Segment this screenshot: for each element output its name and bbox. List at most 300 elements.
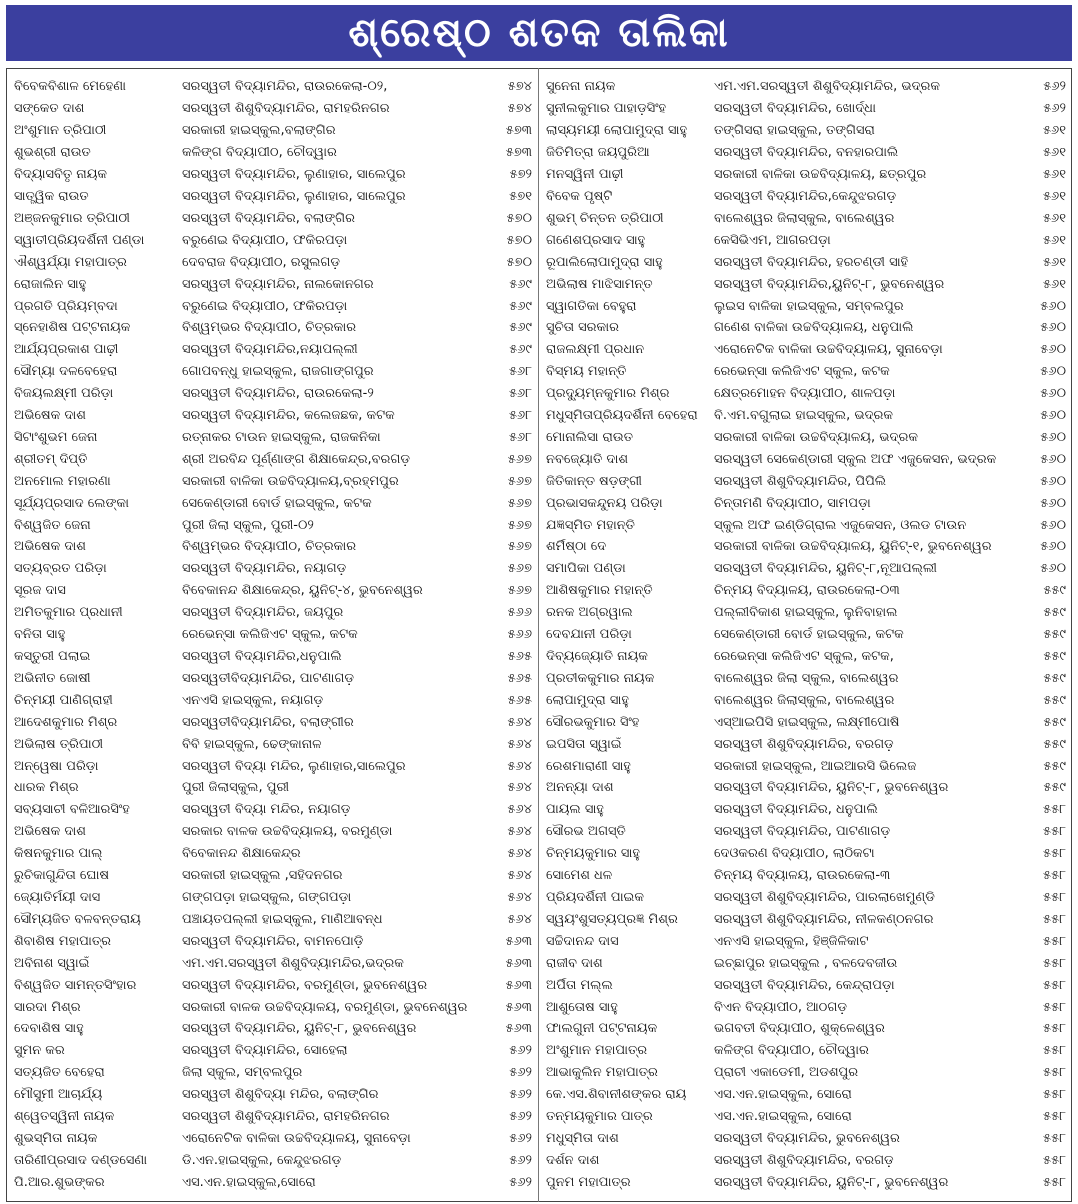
student-score: ୫୬୪ [507, 824, 532, 840]
student-school: ସରସ୍ୱତୀ ବିଦ୍ୟାମନ୍ଦିର,ଧନୁପାଲି [182, 649, 342, 665]
student-school: ଏରୋନେଟିକ ବାଳିକା ଉଚ୍ଚବିଦ୍ୟାଳୟ, ସୁନାବେଡ଼ା [714, 342, 943, 358]
student-score: ୫୭୪ [507, 79, 532, 95]
list-item [546, 492, 1068, 514]
page-title: ଶ୍ରେଷ୍ଠ ଶତକ ତାଲିକା [6, 5, 1072, 61]
student-score: ୫୬୦ [1040, 539, 1066, 555]
student-name: ସୂରଜ ଦାସ [14, 583, 66, 599]
student-score: ୫୬୪ [507, 758, 532, 774]
list-item [546, 427, 1068, 449]
list-item [546, 733, 1068, 755]
student-school: ସରସ୍ୱତୀ ସେକେଣ୍ଡାରୀ ସ୍କୁଲ ଅଫ ଏଜୁକେସନ, ଭଦ୍ରକ [714, 451, 997, 467]
list-item [546, 580, 1068, 602]
student-school: ଗଙ୍ଗପଡ଼ା ହାଇସ୍କୁଲ, ଗଙ୍ଗପଡ଼ା [182, 889, 352, 905]
student-name: ବିବେକ ପୃଷ୍ଟି [546, 188, 613, 204]
student-score: ୫୭୪ [507, 101, 532, 117]
student-name: ଅବିନାଶ ସ୍ୱାଇଁ [14, 955, 90, 971]
student-name: ମୌସୁମୀ ଆଚାର୍ଯ୍ୟ [14, 1087, 103, 1103]
student-score: ୫୬୮ [508, 408, 532, 424]
student-score: ୫୬୧ [1042, 167, 1066, 183]
student-score: ୫୫୯ [1043, 670, 1066, 686]
student-name: ସ୍ୱାଗତିକା ବେହୁରା [546, 298, 637, 314]
list-item [546, 908, 1068, 930]
student-name: ଶ୍ୱେତସ୍ୱିନୀ ନାୟକ [14, 1109, 115, 1125]
list-item [14, 514, 534, 536]
student-name: ତନ୍ମୟକୁମାର ପାତ୍ର [546, 1109, 653, 1125]
student-name: ବିଶ୍ୱଜିତ ଜେନା [14, 517, 91, 533]
student-name: ଶ୍ରୀତମ୍ ଦିପ୍ତି [14, 451, 88, 467]
student-score: ୫୬୫ [507, 670, 532, 686]
student-score: ୫୬୧ [1042, 188, 1066, 204]
student-score: ୫୬୮ [508, 429, 532, 445]
student-school: ଦେବରାଜ ବିଦ୍ୟାପୀଠ, ରସୁଲଗଡ଼ [182, 254, 341, 270]
student-name: ଲାସ୍ୟମୟୀ ଲୋପାମୁଦ୍ରା ସାହୁ [546, 123, 688, 139]
student-name: ସବ୍ୟସାଚୀ ବଳିଆରସିଂହ [14, 802, 130, 818]
student-name: ସୋମେଶ ଧଳ [546, 868, 613, 884]
student-name: ପ୍ରତୀକକୁମାର ନାୟକ [546, 670, 655, 686]
student-score: ୫୬୯ [509, 298, 532, 314]
student-score: ୫୫୯ [1043, 714, 1066, 730]
student-school: ସରସ୍ୱତୀ ବିଦ୍ୟାମନ୍ଦିର, କେନ୍ଦ୍ରାପଡ଼ା [714, 977, 895, 993]
student-name: ଦେବାଶିଷ ସାହୁ [14, 1021, 84, 1037]
student-name: ପ୍ରଭାସକନ୍ଦୁନୟ ପରିଡ଼ା [546, 495, 663, 511]
student-score: ୫୬୨ [509, 1043, 532, 1059]
student-school: ବରୁଣେଇ ବିଦ୍ୟାପୀଠ, ଫକିରପଡ଼ା [182, 232, 348, 248]
student-school: ଏସ.ଏନ.ହାଇସ୍କୁଲ, ସୋରୋ [714, 1109, 852, 1125]
list-item [546, 1171, 1068, 1193]
student-score: ୫୬୨ [509, 1152, 532, 1168]
student-school: ବିବେକାନନ୍ଦ ଶିକ୍ଷାକେନ୍ଦ୍ର [182, 846, 301, 862]
student-name: ରେଶମାରାଣୀ ସାହୁ [546, 758, 631, 774]
student-school: ସରସ୍ୱତୀବିଦ୍ୟାମନ୍ଦିର, ବଲାଙ୍ଗୀର [182, 714, 354, 730]
student-school: ବାଲେଶ୍ୱର ଜିଲା ସ୍କୁଲ, ବାଲେଶ୍ୱର [714, 670, 899, 686]
student-score: ୫୬୪ [507, 889, 532, 905]
student-score: ୫୫୮ [1042, 802, 1066, 818]
student-score: ୫୬୬ [507, 627, 532, 643]
student-score: ୫୬୧ [1042, 123, 1066, 139]
student-score: ୫୬୨ [509, 1087, 532, 1103]
student-school: ଚିନ୍ମୟ ବିଦ୍ୟାଳୟ, ରାଉରକେଲା-୦୩ [714, 583, 900, 599]
student-school: ବିଏନ ବିଦ୍ୟାପୀଠ, ଆଠଗଡ଼ [714, 999, 847, 1015]
student-score: ୫୫୯ [1043, 758, 1066, 774]
student-school: ଲୁଇସ ବାଳିକା ହାଇସ୍କୁଲ, ସମ୍ବଲପୁର [714, 298, 904, 314]
student-score: ୫୬୬ [507, 605, 532, 621]
student-school: ବିଶ୍ୱମ୍ଭର ବିଦ୍ୟାପୀଠ, ଚିତ୍ରକାର [182, 320, 357, 336]
list-item [546, 689, 1068, 711]
list-item [14, 996, 534, 1018]
student-school: ସରସ୍ୱତୀ ବିଦ୍ୟାମନ୍ଦିର, ପାଟଣାଗଡ଼ [714, 824, 891, 840]
student-score: ୫୬୩ [505, 955, 532, 971]
student-school: ସରସ୍ୱତୀ ବିଦ୍ୟାମନ୍ଦିର, ନୟାଗଡ଼ [182, 561, 347, 577]
student-school: ରେଭେନ୍ସା କଲିଜିଏଟ ସ୍କୁଲ, କଟକ [182, 627, 358, 643]
student-name: ଅଭିଷେକ ଦାଶ [14, 408, 86, 424]
list-item [546, 120, 1068, 142]
student-name: କସ୍ତୁରୀ ପଲାଇ [14, 649, 91, 665]
student-school: ଏମ.ଏମ.ସରସ୍ୱତୀ ଶିଶୁବିଦ୍ୟାମନ୍ଦିର,ଭଦ୍ରକ [182, 955, 404, 971]
student-school: କ୍ଷେତ୍ରମୋହନ ବିଦ୍ୟାପୀଠ, ଶାଳପଡ଼ା [714, 386, 896, 402]
student-score: ୫୫୮ [1042, 868, 1066, 884]
student-school: ସରସ୍ୱତୀ ଶିଶୁବିଦ୍ୟାମନ୍ଦିର, ବରଗଡ଼ [714, 736, 894, 752]
student-name: ପ୍ରଗତି ପ୍ରିୟମ୍ବଦା [14, 298, 118, 314]
student-name: ସୁମନ କର [14, 1043, 65, 1059]
student-score: ୫୬୧ [1042, 210, 1066, 226]
student-school: କଳିଙ୍ଗ ବିଦ୍ୟାପୀଠ, ଚୌଦ୍ୱାର [182, 145, 337, 161]
list-item [14, 777, 534, 799]
student-name: ସ୍ୱୟଂଶୁସତ୍ୟପ୍ରଜ୍ଞ ମିଶ୍ର [546, 911, 678, 927]
student-school: ସରକାରୀ ବାଳିକା ଉଚ୍ଚବିଦ୍ୟାଳୟ, ୟୁନିଟ୍-୧, ଭୁବନେଶ୍ୱର [714, 539, 992, 555]
student-name: ସୌରଭକୁମାର ସିଂହ [546, 714, 640, 730]
student-name: ପାୟଲ ସାହୁ [546, 802, 604, 818]
student-name: ଦିବ୍ୟଜ୍ୟୋତି ନାୟକ [546, 649, 648, 665]
student-name: ସୁନୀଲକୁମାର ପାହାଡ଼ସିଂହ [546, 101, 667, 117]
student-name: ଆଶିଷକୁମାର ମହାନ୍ତି [546, 583, 653, 599]
student-school: ସରସ୍ୱତୀ ଶିଶୁବିଦ୍ୟାମନ୍ଦିର, ନୀଳକଣ୍ଠନଗର [714, 911, 934, 927]
student-score: ୫୬୨ [1043, 101, 1066, 117]
student-name: ଅନ୍ୱେଷା ପରିଡ଼ା [14, 758, 99, 774]
student-school: ପଲ୍ଲୀବିକାଶ ହାଇସ୍କୁଲ, ଲୁନିବାହାଲ [714, 605, 898, 621]
list-item [14, 207, 534, 229]
student-name: ଆଦେଶକୁମାର ମିଶ୍ର [14, 714, 118, 730]
student-score: ୫୬୪ [507, 714, 532, 730]
student-score: ୫୬୪ [507, 846, 532, 862]
list-item [546, 295, 1068, 317]
list-item [546, 1040, 1068, 1062]
student-score: ୫୬୨ [509, 1065, 532, 1081]
list-item [14, 1084, 534, 1106]
list-item [546, 448, 1068, 470]
student-name: ପ୍ରଦ୍ୟୁମ୍ନକୁମାର ମିଶ୍ର [546, 386, 670, 402]
student-name: ରାଜଲକ୍ଷ୍ମୀ ପ୍ରଧାନ [546, 342, 645, 358]
student-score: ୫୫୮ [1042, 824, 1066, 840]
list-item [546, 229, 1068, 251]
student-name: ସୁଚିତା ସରକାର [546, 320, 619, 336]
student-school: ସରସ୍ୱତୀ ଶିଶୁବିଦ୍ୟା ମନ୍ଦିର, ବଲାଙ୍ଗିର [182, 1087, 379, 1103]
student-score: ୫୫୮ [1042, 1021, 1066, 1037]
list-item [14, 361, 534, 383]
student-name: ସ୍ନେହାଶିଷ ପଟ୍ଟନାୟକ [14, 320, 131, 336]
list-item [546, 755, 1068, 777]
student-school: ଭଗବତୀ ବିଦ୍ୟାପୀଠ, ଶୁକ୍ଳେଶ୍ୱର [714, 1021, 885, 1037]
student-school: ରେଭେନ୍ସା କଲିଜିଏଟ ସ୍କୁଲ, କଟକ, [714, 649, 894, 665]
student-name: ସୂର୍ଯ୍ୟପ୍ରସାଦ ଲେଙ୍କା [14, 495, 129, 511]
student-name: ଚିନ୍ମୟକୁମାର ସାହୁ [546, 846, 640, 862]
list-item [14, 229, 534, 251]
student-name: ଶର୍ମିଷ୍ଠା ଦେ [546, 539, 607, 555]
student-name: ମନସ୍ୱିନୀ ପାଢ଼ୀ [546, 167, 624, 183]
list-item [14, 689, 534, 711]
student-score: ୫୫୯ [1043, 649, 1066, 665]
student-school: ସରସ୍ୱତୀ ବିଦ୍ୟା ମନ୍ଦିର, ନୟାଗଡ଼ [182, 802, 351, 818]
list-item [546, 251, 1068, 273]
student-score: ୫୫୯ [1043, 692, 1066, 708]
student-score: ୫୬୦ [1040, 495, 1066, 511]
student-name: ଆର୍ଯ୍ୟପ୍ରକାଶ ପାଢ଼ୀ [14, 342, 119, 358]
student-school: ଗୋପବନ୍ଧୁ ହାଇସ୍କୁଲ, ରାଜଗାଙ୍ଗପୁର [182, 364, 374, 380]
student-school: ବିବେକାନନ୍ଦ ଶିକ୍ଷାକେନ୍ଦ୍ର, ୟୁନିଟ୍-୪, ଭୁବନେଶ୍ୱର [182, 583, 423, 599]
student-school: ଗଣେଶ ବାଳିକା ଉଚ୍ଚବିଦ୍ୟାଳୟ, ଧନୁପାଲି [714, 320, 914, 336]
student-name: ସୌରଭ ଅଗସ୍ତି [546, 824, 626, 840]
list-item [546, 865, 1068, 887]
list-item [14, 383, 534, 405]
student-name: ଇପସିତା ସ୍ୱାଇଁ [546, 736, 622, 752]
list-item [546, 186, 1068, 208]
student-score: ୫୫୮ [1042, 1174, 1066, 1190]
student-school: ସରସ୍ୱତୀ ଶିଶୁବିଦ୍ୟାମନ୍ଦିର, ପିପିଲି [714, 473, 887, 489]
student-school: ବାଲେଶ୍ୱର ଜିଲାସ୍କୁଲ, ବାଲେଶ୍ୱର [714, 692, 895, 708]
list-item [14, 580, 534, 602]
list-item [546, 1149, 1068, 1171]
student-score: ୫୬୧ [1042, 254, 1066, 270]
list-item [546, 602, 1068, 624]
student-school: ସରସ୍ୱତୀ ବିଦ୍ୟାମନ୍ଦିର, ଧନୁପାଲି [714, 802, 878, 818]
student-name: ରୋଜାଲିନ ସାହୁ [14, 276, 87, 292]
student-name: ନବଜ୍ୟୋତି ଦାଶ [546, 451, 628, 467]
student-name: ପୁନମ ମହାପାତ୍ର [546, 1174, 631, 1190]
student-name: ବିସ୍ମୟ ମହାନ୍ତି [546, 364, 627, 380]
student-score: ୫୬୯ [509, 320, 532, 336]
student-school: ଏସ.ଏନ.ହାଇସ୍କୁଲ,ସୋରୋ [182, 1174, 316, 1190]
list-item [14, 492, 534, 514]
student-school: ସରସ୍ୱତୀ ବିଦ୍ୟାମନ୍ଦିର, ସୋହେଲା [182, 1043, 348, 1059]
student-score: ୫୬୭ [507, 517, 532, 533]
list-item [14, 339, 534, 361]
student-score: ୫୫୮ [1042, 1087, 1066, 1103]
student-name: ଅଭିଷେକ ଦାଶ [14, 824, 86, 840]
student-name: ଅଂଶୁମାନ ମହାପାତ୍ର [546, 1043, 648, 1059]
student-name: ଅଭିଲାଷ ତ୍ରିପାଠୀ [14, 736, 104, 752]
student-score: ୫୬୦ [1040, 298, 1066, 314]
list-item [14, 733, 534, 755]
student-name: ବିଶ୍ୱଜିତ ସାମନ୍ତସିଂହାର [14, 977, 137, 993]
student-score: ୫୬୮ [508, 364, 532, 380]
list-item [546, 1062, 1068, 1084]
student-score: ୫୬୪ [507, 780, 532, 796]
student-name: ସାରଦା ମିଶ୍ର [14, 999, 81, 1015]
student-school: ରେଭେନ୍ସା କଲିଜିଏଟ ସ୍କୁଲ, କଟକ [714, 364, 890, 380]
student-name: ବିବେକବିଶାଳ ମେହେଣା [14, 79, 126, 95]
list-item [546, 317, 1068, 339]
list-item [546, 470, 1068, 492]
student-school: ବିବି ହାଇସ୍କୁଲ, ଢେଙ୍କାନାଳ [182, 736, 322, 752]
student-score: ୫୬୦ [1040, 408, 1066, 424]
student-score: ୫୭୩ [505, 145, 532, 161]
student-name: ବିଦ୍ୟାସବିତୃ ନାୟକ [14, 167, 108, 183]
student-score: ୫୬୯ [509, 342, 532, 358]
student-score: ୫୬୦ [1040, 342, 1066, 358]
student-name: ଫାଲଗୁନୀ ପଟ୍ଟନାୟକ [546, 1021, 658, 1037]
student-name: ସତ୍ୟଜିତ ବେହେରା [14, 1065, 105, 1081]
student-name: ଅଂଶୁମାନ ତ୍ରିପାଠୀ [14, 123, 107, 139]
list-item [14, 646, 534, 668]
student-name: କେ.ଏସ.ଶିବାନୀଶଙ୍କର ରାୟ [546, 1087, 687, 1103]
list-item [14, 667, 534, 689]
student-school: ରତ୍ନାକର ଟାଉନ ହାଇସ୍କୁଲ, ରାଜକନିକା [182, 429, 381, 445]
student-school: ବରୁଣେଇ ବିଦ୍ୟାପୀଠ, ଫକିରପଡ଼ା [182, 298, 348, 314]
student-school: ସରକାରୀ ହାଇସ୍କୁଲ ,ସହିଦନଗର [182, 868, 343, 884]
student-name: ଆଶୁତୋଷ ସାହୁ [546, 999, 618, 1015]
student-school: ଏରୋନେଟିକ ବାଳିକା ଉଚ୍ଚବିଦ୍ୟାଳୟ, ସୁନାବେଡ଼ା [182, 1130, 411, 1146]
student-score: ୫୬୧ [1042, 276, 1066, 292]
list-item [546, 974, 1068, 996]
student-name: ସାତ୍ତ୍ୱିକ ରାଉତ [14, 188, 89, 204]
student-school: ସରସ୍ୱତୀ ବିଦ୍ୟାମନ୍ଦିର, ୟୁନିଟ୍-୮, ଭୁବନେଶ୍ୱର [714, 780, 949, 796]
student-score: ୫୬୦ [1040, 364, 1066, 380]
student-school: ସରସ୍ୱତୀ ବିଦ୍ୟାମନ୍ଦିର, ଲୁଣାହାର, ସାଲେପୁର [182, 167, 406, 183]
student-score: ୫୭୨ [509, 167, 532, 183]
student-school: ସରସ୍ୱତୀ ବିଦ୍ୟାମନ୍ଦିର, କଲେଜଛକ, କଟକ [182, 408, 395, 424]
list-item [546, 98, 1068, 120]
student-score: ୫୫୮ [1042, 977, 1066, 993]
student-school: ସରସ୍ୱତୀ ବିଦ୍ୟାମନ୍ଦିର, ରାଉରକେଲା-୨ [182, 386, 374, 402]
list-item [14, 142, 534, 164]
student-score: ୫୬୦ [1040, 561, 1066, 577]
student-name: ରାଜୀବ ଦାଶ [546, 955, 603, 971]
student-name: ମୋନାଲିସା ରାଉତ [546, 429, 633, 445]
student-score: ୫୫୯ [1043, 780, 1066, 796]
list-item [546, 821, 1068, 843]
student-name: ମଧୁସ୍ମିତା ଦାଶ [546, 1130, 619, 1146]
student-school: ସରସ୍ୱତୀ ଶିଶୁବିଦ୍ୟାମନ୍ଦିର, ରାମହରିନଗର [182, 1109, 390, 1125]
list-item [14, 755, 534, 777]
student-score: ୫୬୪ [507, 911, 532, 927]
list-item [546, 142, 1068, 164]
student-name: ଗଣେଶପ୍ରସାଦ ସାହୁ [546, 232, 646, 248]
list-item [14, 273, 534, 295]
list-item [546, 843, 1068, 865]
student-name: ଶିବାଶିଷ ମହାପାତ୍ର [14, 933, 111, 949]
list-item [14, 1040, 534, 1062]
student-school: ସରକାରୀ ବାଳିକା ଉଚ୍ଚବିଦ୍ୟାଳୟ, ଛତ୍ରପୁର [714, 167, 927, 183]
student-score: ୫୭୦ [506, 210, 532, 226]
student-name: ଅଭିଲାଷ ମାଝିସାମନ୍ତ [546, 276, 653, 292]
student-score: ୫୬୯ [509, 276, 532, 292]
student-school: ଜିଲା ସ୍କୁଲ, ସମ୍ବଲପୁର [182, 1065, 303, 1081]
student-school: ବି.ଏମ.ବଗୁଲାଇ ହାଇସ୍କୁଲ, ଭଦ୍ରକ [714, 408, 893, 424]
student-school: ସରସ୍ୱତୀ ଶିଶୁବିଦ୍ୟାମନ୍ଦିର, ରାମହରିନଗର [182, 101, 390, 117]
student-school: ବିଶ୍ୱମ୍ଭର ବିଦ୍ୟାପୀଠ, ଚିତ୍ରକାର [182, 539, 357, 555]
list-item [14, 98, 534, 120]
student-name: ଅର୍ପିତା ମଲ୍ଲ [546, 977, 613, 993]
student-score: ୫୬୭ [507, 583, 532, 599]
student-school: କଳିଙ୍ଗ ବିଦ୍ୟାପୀଠ, ଚୌଦ୍ୱାର [714, 1043, 869, 1059]
student-score: ୫୬୮ [508, 386, 532, 402]
student-school: କେସିଭିଏମ, ଆଗରପଡ଼ା [714, 232, 831, 248]
list-item [14, 1062, 534, 1084]
student-school: ସରକାରୀ ହାଇସ୍କୁଲ, ଆଇଆରସି ଭିଲେଜ [714, 758, 917, 774]
student-score: ୫୬୩ [505, 999, 532, 1015]
student-score: ୫୭୦ [506, 254, 532, 270]
right-column [546, 76, 1068, 1193]
student-school: ସେକେଣ୍ଡାରୀ ବୋର୍ଡ ହାଇସ୍କୁଲ, କଟକ [182, 495, 372, 511]
list-item [14, 865, 534, 887]
student-school: ସରସ୍ୱତୀ ବିଦ୍ୟାମନ୍ଦିର, ଜୟପୁର [182, 605, 344, 621]
list-item [14, 251, 534, 273]
student-name: ଦର୍ଶନ ଦାଶ [546, 1152, 600, 1168]
student-school: ଏନଏସି ହାଇସ୍କୁଲ, ନୟାଗଡ଼ [182, 692, 324, 708]
student-name: ଜିତିକାନ୍ତ ଷଡ଼ଙ୍ଗୀ [546, 473, 642, 489]
student-score: ୫୬୫ [507, 692, 532, 708]
list-item [546, 777, 1068, 799]
student-score: ୫୫୮ [1042, 911, 1066, 927]
student-score: ୫୫୯ [1043, 736, 1066, 752]
list-item [14, 1171, 534, 1193]
student-school: ସରସ୍ୱତୀ ବିଦ୍ୟାମନ୍ଦିର, ବରମୁଣ୍ଡା, ଭୁବନେଶ୍ୱର [182, 977, 428, 993]
student-score: ୫୫୮ [1042, 1152, 1066, 1168]
student-school: ସରସ୍ୱତୀ ବିଦ୍ୟାମନ୍ଦିର,କେନ୍ଦୁଝରଗଡ଼ [714, 188, 897, 204]
list-item [546, 624, 1068, 646]
student-score: ୫୬୦ [1040, 386, 1066, 402]
student-score: ୫୭୦ [506, 232, 532, 248]
student-score: ୫୬୨ [509, 1109, 532, 1125]
student-name: ମଧୁସ୍ମିତାପ୍ରିୟଦର୍ଶିନୀ ବେହେରା [546, 408, 698, 424]
student-school: ସରସ୍ୱତୀ ଶିଶୁବିଦ୍ୟାମନ୍ଦିର, ବରଗଡ଼ [714, 1152, 894, 1168]
student-school: ଏସ.ଏନ.ହାଇସ୍କୁଲ, ସୋରୋ [714, 1087, 852, 1103]
student-name: ଶୁଭମ୍ ଚିନ୍ତନ ତ୍ରିପାଠୀ [546, 210, 664, 226]
list-item [14, 952, 534, 974]
student-name: ଜିତିମିତ୍ରା ଜୟପୁରିଆ [546, 145, 650, 161]
list-item [546, 273, 1068, 295]
student-name: ବନିତା ସାହୁ [14, 627, 66, 643]
list-item [14, 887, 534, 909]
student-name: ସତ୍ୟବ୍ରତ ପରିଡ଼ା [14, 561, 107, 577]
column-divider [538, 68, 539, 1202]
student-name: ଶୁଭଶ୍ରୀ ରାଉତ [14, 145, 91, 161]
list-item [14, 799, 534, 821]
student-score: ୫୬୭ [507, 561, 532, 577]
list-item [14, 1128, 534, 1150]
student-score: ୫୫୮ [1042, 1130, 1066, 1146]
student-score: ୫୬୪ [507, 802, 532, 818]
student-school: ସରକାର ବାଳକ ଉଚ୍ଚବିଦ୍ୟାଳୟ, ବରମୁଣ୍ଡା [182, 824, 393, 840]
student-name: ରୁଚିକାଗୁନ୍ଦିତା ଘୋଷ [14, 868, 110, 884]
student-school: ଏସ୍ଆଇପିସି ହାଇସ୍କୁଲ, ଲକ୍ଷ୍ମୀପୋଷି [714, 714, 900, 730]
list-item [14, 76, 534, 98]
student-school: ସରସ୍ୱତୀ ବିଦ୍ୟାମନ୍ଦିର, ଲୁଣାହାର, ସାଲେପୁର [182, 188, 406, 204]
student-name: ବିଜୟଲକ୍ଷ୍ମୀ ପରିଡ଼ା [14, 386, 114, 402]
student-score: ୫୬୭ [507, 539, 532, 555]
student-school: ସରସ୍ୱତୀ ବିଦ୍ୟାମନ୍ଦିର,ନୟାପଲ୍ଲୀ [182, 342, 358, 358]
list-item [14, 558, 534, 580]
student-school: ଚିନ୍ତାମଣି ବିଦ୍ୟାପୀଠ, ସାମପଡ଼ା [714, 495, 871, 511]
list-item [546, 383, 1068, 405]
list-item [14, 295, 534, 317]
student-name: ଅନନ୍ୟା ଦାଶ [546, 780, 614, 796]
student-school: ସରସ୍ୱତୀ ବିଦ୍ୟାମନ୍ଦିର, ଖୋର୍ଦ୍ଧା [714, 101, 876, 117]
student-score: ୫୬୧ [1042, 145, 1066, 161]
list-item [546, 207, 1068, 229]
list-item [14, 1149, 534, 1171]
student-school: ସରସ୍ୱତୀ ବିଦ୍ୟାମନ୍ଦିର, ୟୁନିଟ୍-୮, ଭୁବନେଶ୍ୱର [714, 1174, 949, 1190]
list-item [14, 821, 534, 843]
list-item [546, 930, 1068, 952]
list-item [14, 536, 534, 558]
list-item [14, 427, 534, 449]
student-score: ୫୫୮ [1042, 933, 1066, 949]
student-school: ସରକାରୀ ବାଳିକା ଉଚ୍ଚବିଦ୍ୟାଳୟ, ଭଦ୍ରକ [714, 429, 918, 445]
student-school: ପ୍ରାଚୀ ଏକାଡେମୀ, ଅଡଶପୁର [714, 1065, 859, 1081]
student-name: ସ୍ୱାତୀପ୍ରିୟଦର୍ଶିନୀ ପଣ୍ଡା [14, 232, 145, 248]
student-score: ୫୬୧ [1042, 232, 1066, 248]
student-name: ପ୍ରିୟଦର୍ଶିନୀ ପାଇକ [546, 889, 644, 905]
student-score: ୫୫୯ [1043, 605, 1066, 621]
student-score: ୫୬୭ [507, 495, 532, 511]
student-school: ସରସ୍ୱତୀ ବିଦ୍ୟାମନ୍ଦିର, ଭୁବନେଶ୍ୱର [714, 1130, 900, 1146]
student-score: ୫୬୨ [509, 1174, 532, 1190]
list-item [14, 448, 534, 470]
list-item [14, 1018, 534, 1040]
student-score: ୫୬୩ [505, 933, 532, 949]
student-score: ୫୭୧ [509, 188, 532, 204]
student-name: ସଚ୍ଚିଦାନନ୍ଦ ଦାସ [546, 933, 619, 949]
